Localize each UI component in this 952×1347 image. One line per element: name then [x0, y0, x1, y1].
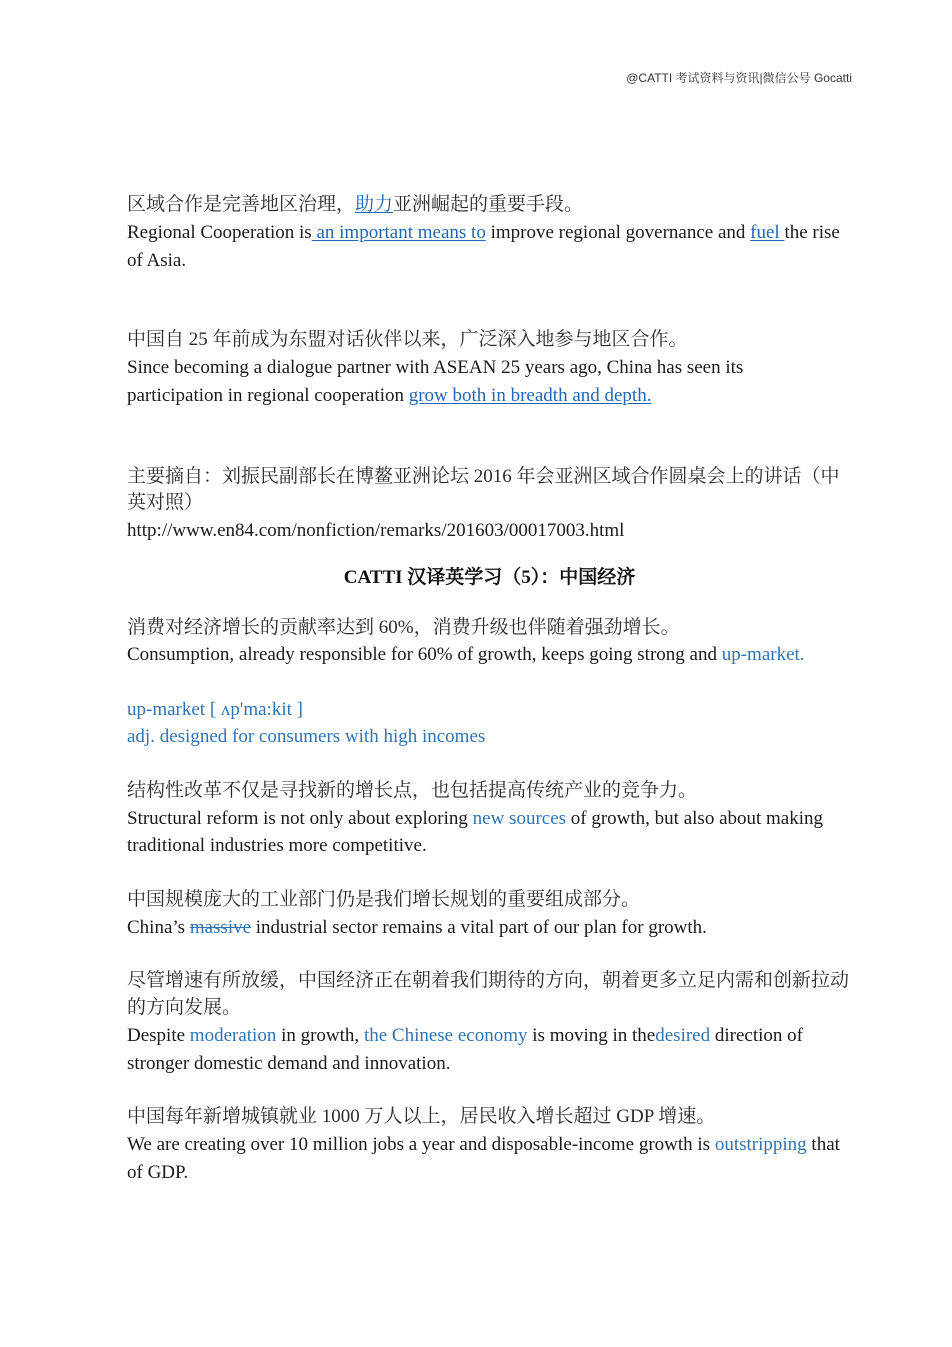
en-text: traditional industries more competitive. — [127, 835, 427, 856]
zh-text: 区域合作是完善地区治理， — [127, 194, 356, 215]
source-note-line-2: 英对照） — [127, 492, 204, 513]
en-highlight-term: outstripping — [714, 1134, 807, 1155]
en-sentence-regional-cooperation-line-2 — [127, 247, 186, 275]
en-struck-term: massive — [189, 917, 252, 938]
en-sentence-jobs-line-1 — [127, 1131, 840, 1159]
source-url[interactable]: http://www.en84.com/nonfiction/remarks/201603/00017003.html — [127, 520, 625, 541]
en-text: improve regional governance and — [485, 222, 751, 243]
en-highlight-link[interactable]: grow both in breadth and depth. — [408, 385, 652, 406]
en-text: Despite — [127, 1025, 190, 1046]
en-sentence-structural-reform-line-1 — [127, 805, 823, 833]
section-title: CATTI 汉译英学习（5）：中国经济 — [343, 567, 636, 588]
en-highlight-term: desired — [655, 1025, 711, 1046]
en-text: in growth, — [276, 1025, 364, 1046]
en-sentence-asean-partner-line-2 — [127, 382, 651, 410]
en-highlight-link[interactable]: fuel — [750, 222, 785, 243]
zh-sentence-regional-cooperation — [127, 191, 583, 219]
zh-sentence-jobs: 中国每年新增城镇就业 1000 万人以上，居民收入增长超过 GDP 增速。 — [127, 1106, 716, 1127]
zh-highlight-link[interactable]: 助力 — [355, 194, 394, 215]
en-sentence-structural-reform-line-2 — [127, 832, 427, 860]
en-sentence-asean-partner-line-1 — [127, 354, 743, 382]
en-sentence-growth-direction-line-2 — [127, 1050, 450, 1078]
en-text: We are creating over 10 million jobs a year and disposable-income growth is — [127, 1134, 715, 1155]
en-text: is moving in the — [527, 1025, 656, 1046]
en-sentence-jobs-line-2 — [127, 1159, 188, 1187]
zh-sentence-consumption: 消费对经济增长的贡献率达到 60%，消费升级也伴随着强劲增长。 — [127, 617, 680, 638]
en-text: the rise — [784, 222, 840, 243]
en-text: of GDP. — [127, 1162, 189, 1183]
en-sentence-industrial-sector — [127, 914, 707, 942]
en-text: that — [806, 1134, 840, 1155]
en-text: participation in regional cooperation — [127, 385, 409, 406]
en-highlight-link[interactable]: an important means to — [311, 222, 486, 243]
en-text: Regional Cooperation is — [127, 222, 312, 243]
zh-text: 中国自 25 年前成为东盟对话伙伴以来，广泛深入地参与地区合作。 — [127, 329, 688, 350]
zh-sentence-growth-direction-line-1: 尽管增速有所放缓，中国经济正在朝着我们期待的方向，朝着更多立足内需和创新拉动 — [127, 970, 850, 991]
zh-sentence-growth-direction-line-2: 的方向发展。 — [127, 997, 242, 1018]
en-highlight-term: the Chinese economy — [363, 1025, 528, 1046]
en-text: direction of — [710, 1025, 803, 1046]
en-text: China’s — [127, 917, 190, 938]
source-note-line-1: 主要摘自：刘振民副部长在博鳌亚洲论坛 2016 年会亚洲区域合作圆桌会上的讲话（中 — [127, 466, 840, 487]
en-sentence-consumption — [127, 641, 805, 669]
header-watermark: @CATTI 考试资料与资讯|微信公号 Gocatti — [626, 71, 852, 85]
en-text: of Asia. — [127, 250, 187, 271]
en-text: industrial sector remains a vital part of our plan for growth. — [251, 917, 707, 938]
en-sentence-regional-cooperation-line-1 — [127, 219, 840, 247]
en-highlight-term: up-market. — [721, 644, 805, 665]
zh-sentence-asean-partner — [127, 326, 688, 354]
en-sentence-growth-direction-line-1 — [127, 1022, 803, 1050]
zh-sentence-industrial-sector: 中国规模庞大的工业部门仍是我们增长规划的重要组成部分。 — [127, 889, 641, 910]
vocabulary-entry: up-market [ ʌp'ma:kit ] — [127, 699, 303, 720]
en-highlight-term: moderation — [189, 1025, 277, 1046]
en-text: of growth, but also about making — [566, 808, 824, 829]
en-text: Consumption, already responsible for 60% of growth, keeps going strong and — [127, 644, 722, 665]
en-text: stronger domestic demand and innovation. — [127, 1053, 451, 1074]
en-text: Structural reform is not only about exploring — [127, 808, 473, 829]
en-text: Since becoming a dialogue partner with ASEAN 25 years ago, China has seen its — [127, 357, 744, 378]
en-highlight-term: new sources — [472, 808, 567, 829]
vocabulary-definition: adj. designed for consumers with high incomes — [127, 726, 486, 747]
zh-text: 亚洲崛起的重要手段。 — [393, 194, 584, 215]
zh-sentence-structural-reform: 结构性改革不仅是寻找新的增长点，也包括提高传统产业的竞争力。 — [127, 780, 698, 801]
